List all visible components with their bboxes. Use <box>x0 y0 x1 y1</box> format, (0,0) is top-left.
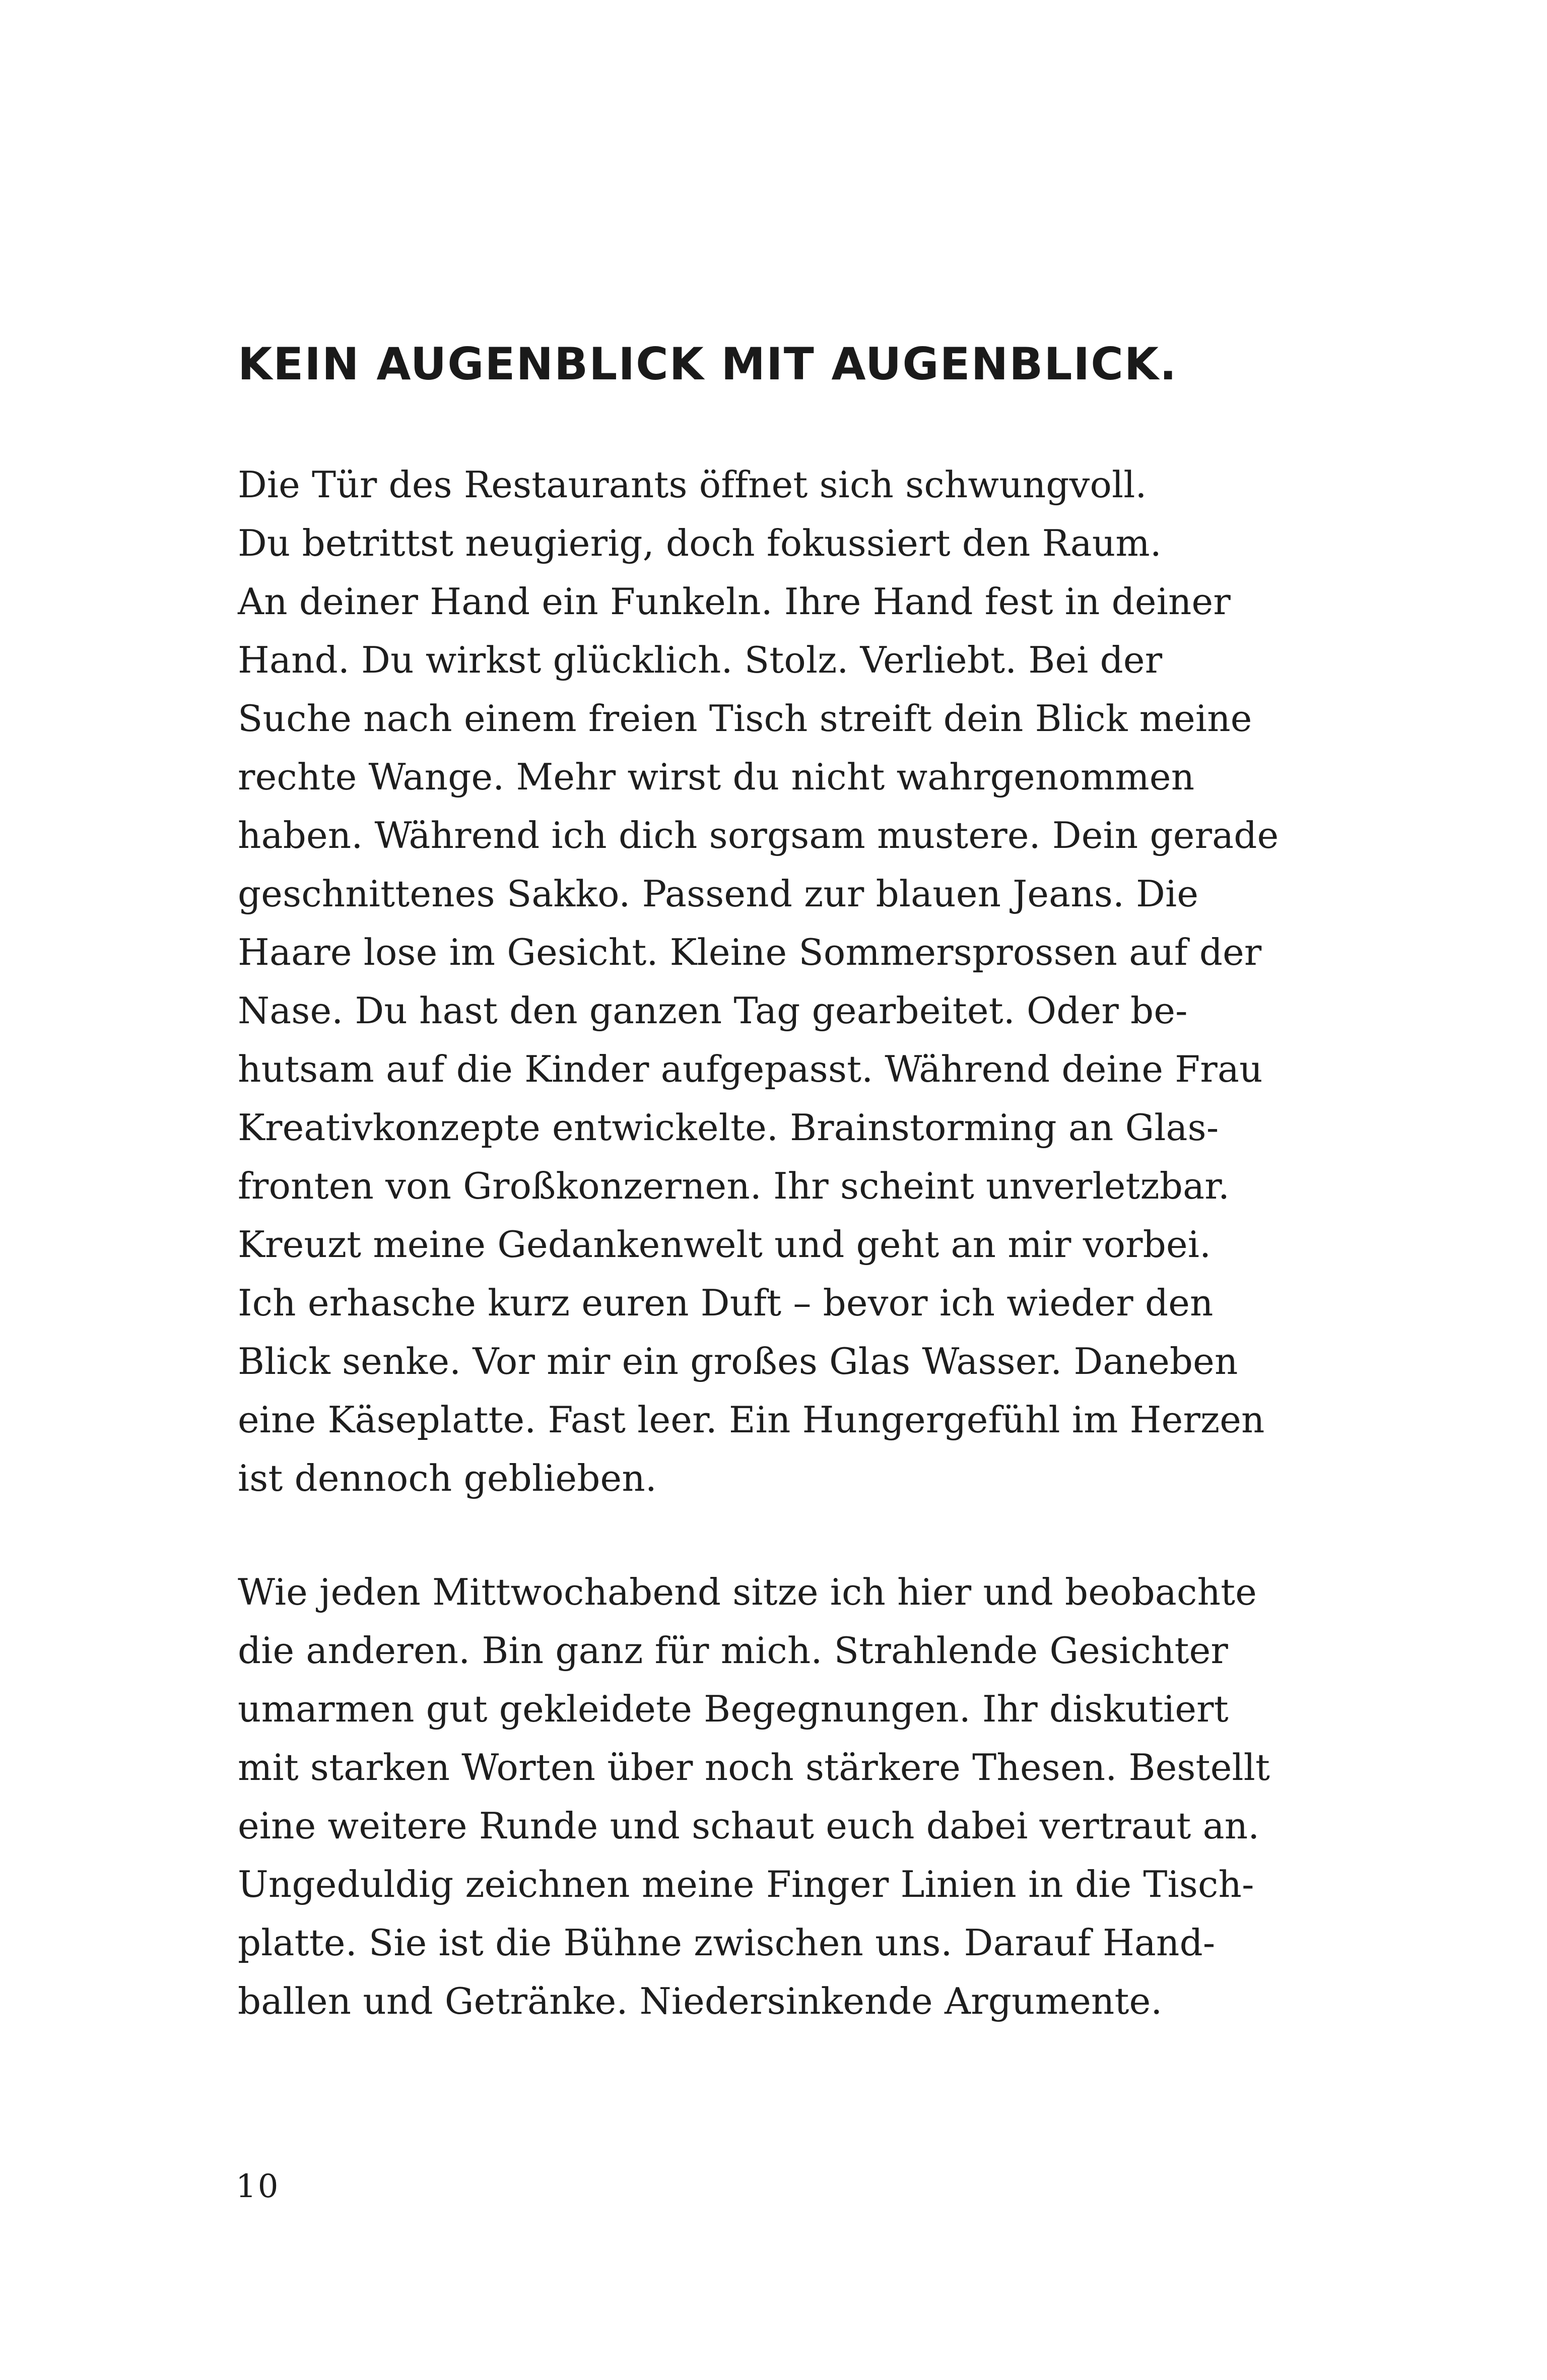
chapter-heading: KEIN AUGENBLICK MIT AUGENBLICK. <box>238 338 1178 390</box>
text-line: eine weitere Runde und schaut euch dabei vertraut an. <box>238 1805 1260 1847</box>
text-line: platte. Sie ist die Bühne zwischen uns. Darauf Hand- <box>238 1922 1216 1964</box>
text-line: Haare lose im Gesicht. Kleine Sommersprossen auf der <box>238 931 1262 973</box>
text-line: Suche nach einem freien Tisch streift dein Blick meine <box>238 697 1252 740</box>
text-line: rechte Wange. Mehr wirst du nicht wahrgenommen <box>238 756 1195 798</box>
paragraph-1 <box>238 455 1279 1507</box>
text-line: Nase. Du hast den ganzen Tag gearbeitet. Oder be- <box>238 989 1188 1032</box>
text-line: ist dennoch geblieben. <box>238 1457 657 1499</box>
text-line: die anderen. Bin ganz für mich. Strahlende Gesichter <box>238 1629 1229 1672</box>
page-number: 10 <box>236 2168 280 2205</box>
text-line: eine Käseplatte. Fast leer. Ein Hungergefühl im Herzen <box>238 1399 1265 1441</box>
text-line: Hand. Du wirkst glücklich. Stolz. Verliebt. Bei der <box>238 639 1163 681</box>
text-line: mit starken Worten über noch stärkere Thesen. Bestellt <box>238 1746 1270 1789</box>
text-line: Kreativkonzepte entwickelte. Brainstorming an Glas- <box>238 1106 1219 1149</box>
text-line: Wie jeden Mittwochabend sitze ich hier und beobachte <box>238 1571 1257 1613</box>
text-line: Blick senke. Vor mir ein großes Glas Wasser. Daneben <box>238 1340 1238 1382</box>
paragraph-2 <box>238 1563 1270 2030</box>
text-line: ballen und Getränke. Niedersinkende Argumente. <box>238 1980 1163 2022</box>
text-line: An deiner Hand ein Funkeln. Ihre Hand fest in deiner <box>238 580 1231 623</box>
text-line: haben. Während ich dich sorgsam mustere. Dein gerade <box>238 814 1279 856</box>
text-line: Du betrittst neugierig, doch fokussiert den Raum. <box>238 522 1162 564</box>
text-line: Die Tür des Restaurants öffnet sich schwungvoll. <box>238 464 1147 506</box>
text-line: Ich erhasche kurz euren Duft – bevor ich wieder den <box>238 1282 1214 1324</box>
text-line: geschnittenes Sakko. Passend zur blauen Jeans. Die <box>238 873 1199 915</box>
text-line: fronten von Großkonzernen. Ihr scheint unverletzbar. <box>238 1165 1230 1207</box>
text-line: Kreuzt meine Gedankenwelt und geht an mir vorbei. <box>238 1223 1212 1266</box>
text-line: hutsam auf die Kinder aufgepasst. Während deine Frau <box>238 1048 1263 1090</box>
text-line: umarmen gut gekleidete Begegnungen. Ihr diskutiert <box>238 1688 1229 1730</box>
text-line: Ungeduldig zeichnen meine Finger Linien in die Tisch- <box>238 1863 1254 1905</box>
